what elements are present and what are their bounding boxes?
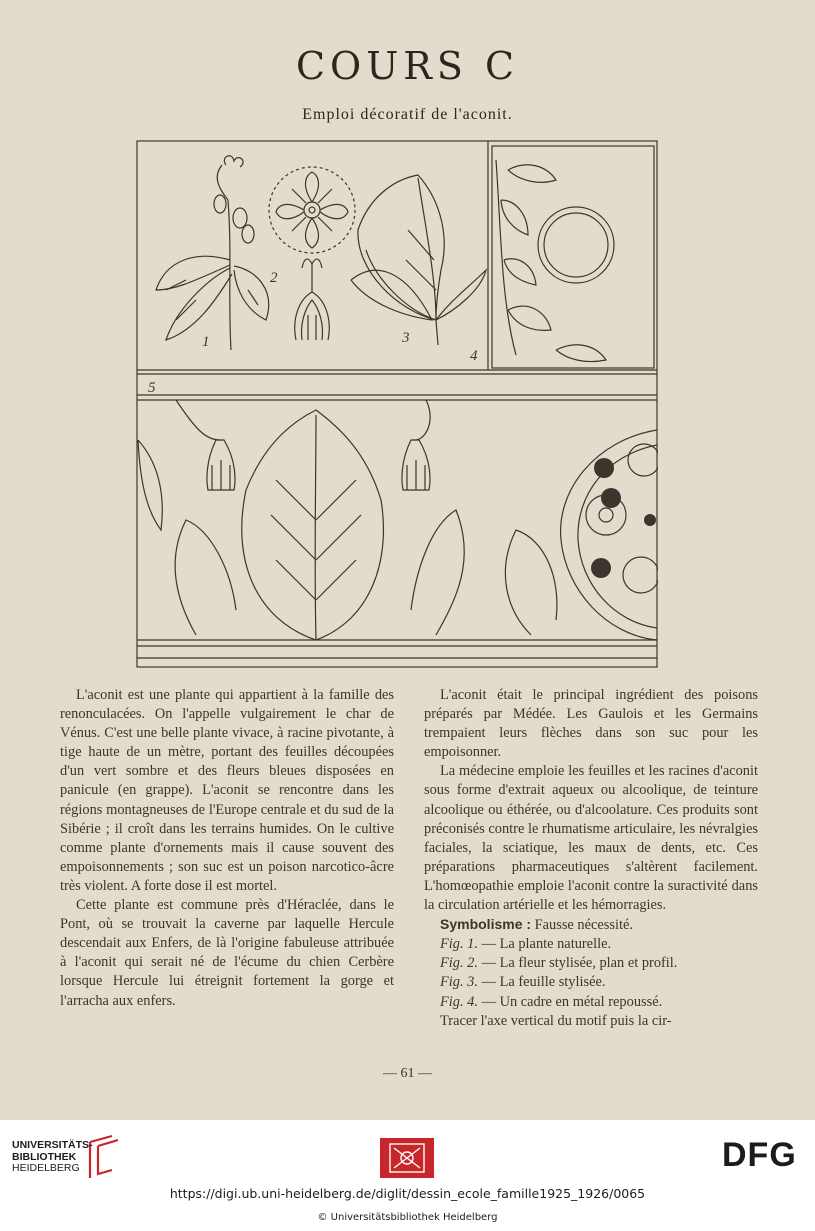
dfg-logo: DFG	[722, 1136, 797, 1174]
permalink-url[interactable]: https://digi.ub.uni-heidelberg.de/diglit/dessin_ecole_famille1925_1926/0065	[169, 1186, 646, 1201]
fig-number-2: 2	[270, 270, 278, 286]
fig-label: Fig. 4.	[440, 993, 478, 1010]
copyright-notice: © Universitätsbibliothek Heidelberg	[317, 1212, 498, 1223]
paragraph-heraclee: Cette plante est commune près d'Héraclée, dans le Pont, où se trouvait la caverne par laquelle Hercule descendait aux Enfers, de là l'origine fabuleuse attribuée à l'aconit qui serait né de l'écume du chien Cerbère lorsque Hercule lui étreignit fortement la gorge et l'arracha aux enfers.	[60, 897, 394, 1009]
text-column-left	[60, 686, 394, 1011]
paragraph-aconit-description: L'aconit est une plante qui appartient à la famille des renonculacées. On l'appelle vulgairement le char de Vénus. C'est une belle plante vivace, à racine pivotante, à tige haute de un mètre, portant des feuilles découpées d'un vert sombre et des fleurs bleues disposées en panicule (en grappe). L'aconit se rencontre dans les régions montagneuses de l'Europe centrale et du sud de la Sibérie ; il croît dans les terrains humides. On le cultive comme plante d'ornements mais il cause souvent des empoisonnements ; son suc est un poison narcotico-âcre très violent. A forte dose il est mortel.	[60, 687, 394, 894]
project-logo-icon	[380, 1138, 434, 1178]
fig-text: — Un cadre en métal repoussé.	[481, 993, 663, 1010]
fig-label: Fig. 2.	[440, 955, 478, 972]
fig-number-4: 4	[470, 348, 478, 364]
paragraph-medecine: La médecine emploie les feuilles et les racines d'aconit sous forme d'extrait aqueux ou alcoolique, de teinture alcoolique ou éthérée, ou d'alcoolature. Ces produits sont préconisés contre le rhumatisme articulaire, les névralgies faciales, la sciatique, les maux de dents, etc. Ces préparations pharmaceutiques s'altèrent facilement. L'homœopathie emploie l'aconit contre la suractivité dans la circulation artérielle et les hémorragies.	[424, 763, 758, 914]
fig-number-3: 3	[402, 330, 410, 346]
ub-line-1: UNIVERSITÄTS-	[12, 1139, 93, 1151]
fig-label: Fig. 1.	[440, 936, 478, 953]
page-number: — 61 —	[383, 1066, 432, 1081]
paragraph-last-line: Tracer l'axe vertical du motif puis la cir-	[440, 1012, 672, 1029]
fig-text: — La plante naturelle.	[481, 936, 612, 953]
fig-caption-3	[424, 973, 758, 992]
symbolisme-value: Fausse nécessité.	[534, 917, 633, 934]
fig-text: — La fleur stylisée, plan et profil.	[481, 955, 678, 972]
fig-label: Fig. 3.	[440, 974, 478, 991]
fig-caption-4	[424, 993, 758, 1012]
paragraph-medee: L'aconit était le principal ingrédient des poisons préparés par Médée. Les Gaulois et les Germains trempaient leurs flèches dans son suc pour les empoisonner.	[424, 687, 758, 761]
ub-line-3: HEIDELBERG	[12, 1162, 80, 1174]
fig-text: — La feuille stylisée.	[481, 974, 606, 991]
text-column-right	[424, 686, 758, 1031]
botanical-plate-illustration	[136, 140, 658, 668]
fig-number-5: 5	[148, 380, 156, 396]
fig-caption-1	[424, 935, 758, 954]
page-title: COURS C	[295, 44, 520, 88]
university-library-name	[12, 1140, 93, 1175]
fig-number-1: 1	[202, 334, 210, 350]
ub-line-2: BIBLIOTHEK	[12, 1150, 77, 1163]
symbolisme-label: Symbolisme :	[440, 916, 532, 933]
page-subtitle: Emploi décoratif de l'aconit.	[302, 106, 513, 123]
symbolisme-line	[424, 915, 758, 935]
fig-caption-2	[424, 954, 758, 973]
